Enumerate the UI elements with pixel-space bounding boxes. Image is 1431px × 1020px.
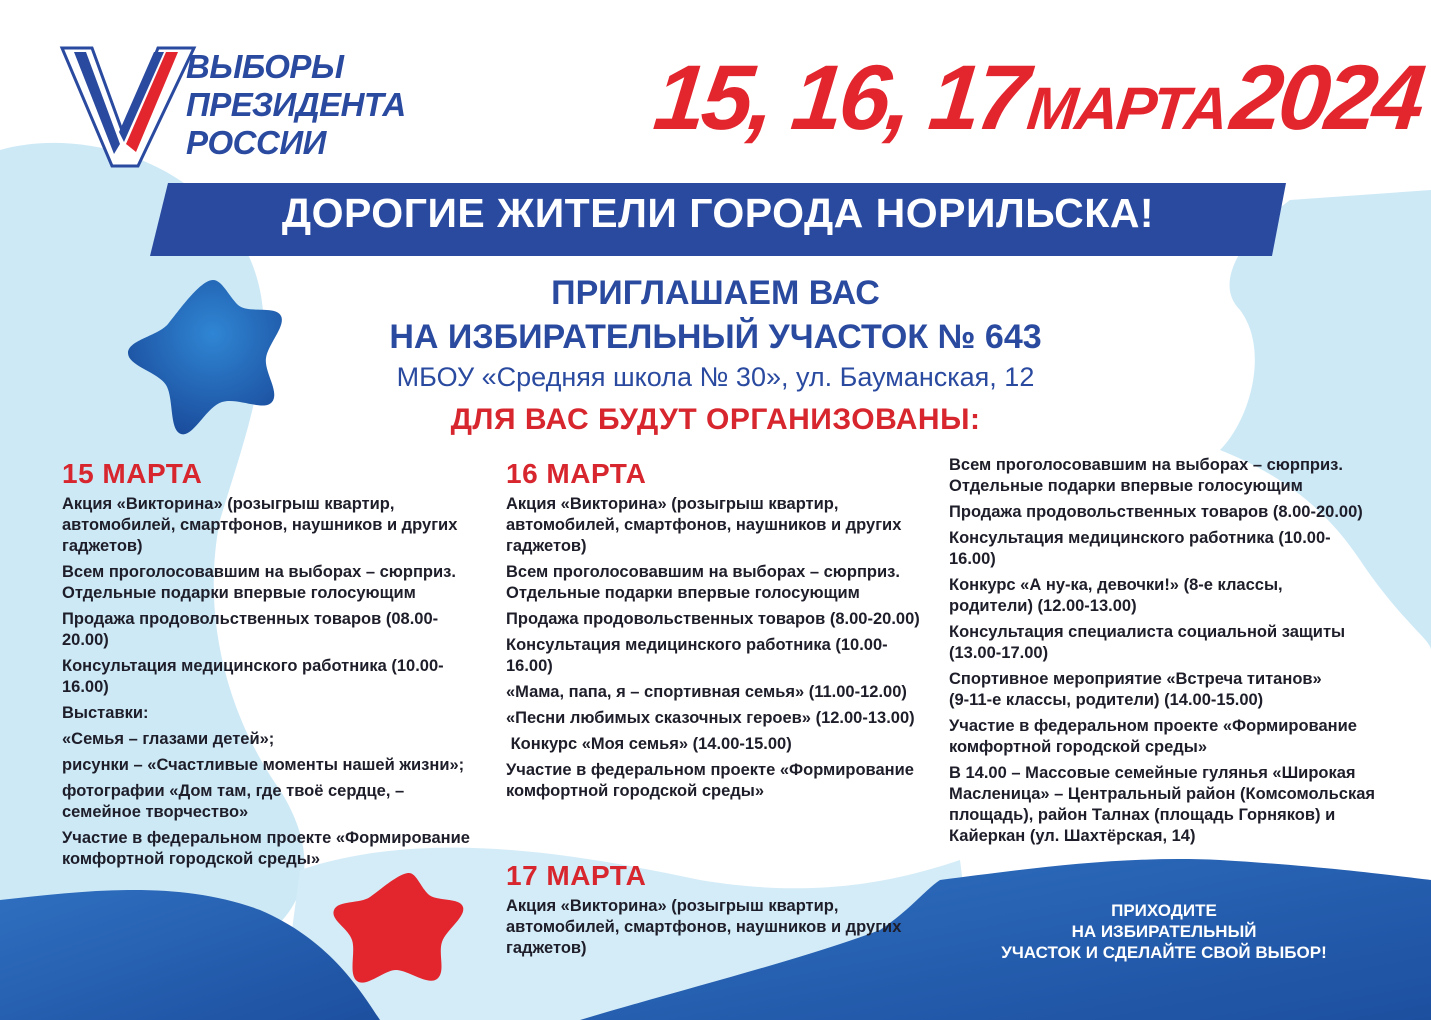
list-item: «Мама, папа, я – спортивная семья» (11.00-12.00) [506,683,907,701]
list-item: Всем проголосовавшим на выборах – сюрприз. Отдельные подарки впервые голосующим [506,563,900,602]
logo-text [186,48,406,162]
logo-line-1: ВЫБОРЫ [186,48,344,85]
day-title: 16 МАРТА [506,458,647,489]
list-item: фотографии «Дом там, где твоё сердце, – семейное творчество» [62,782,405,821]
invite-line-1: ПРИГЛАШАЕМ ВАС [551,274,880,312]
list-item: Всем проголосовавшим на выборах – сюрприз. Отдельные подарки впервые голосующим [62,563,456,602]
list-item: Акция «Викторина» (розыгрыш квартир, автомобилей, смартфонов, наушников и других гаджетов) [62,495,458,555]
list-item: Выставки: [62,704,149,722]
day-column-17 [506,860,931,964]
list-item: Конкурс «А ну-ка, девочки!» (8-е классы, родители) (12.00-13.00) [949,576,1283,615]
day-column-17-continued [949,455,1381,852]
cta-line-1: ПРИХОДИТЕ [1111,901,1217,920]
cta-line-3: УЧАСТОК И СДЕЛАЙТЕ СВОЙ ВЫБОР! [1001,943,1327,962]
banner-title: ДОРОГИЕ ЖИТЕЛИ ГОРОДА НОРИЛЬСКА! [281,190,1155,236]
list-item: «Семья – глазами детей»; [62,730,275,748]
day-column-16 [506,458,931,807]
list-item: Консультация медицинского работника (10.00-16.00) [506,636,888,675]
invite-line-2: НА ИЗБИРАТЕЛЬНЫЙ УЧАСТОК № 643 [389,318,1042,356]
organized-heading: ДЛЯ ВАС БУДУТ ОРГАНИЗОВАНЫ: [450,403,981,436]
day-title: 17 МАРТА [506,860,647,891]
date-year: 2024 [1226,47,1426,149]
list-item: Акция «Викторина» (розыгрыш квартир, автомобилей, смартфонов, наушников и других гаджетов) [506,495,902,555]
list-item: Консультация медицинского работника (10.00-16.00) [62,657,444,696]
list-item: В 14.00 – Массовые семейные гулянья «Широкая Масленица» – Центральный район (Комсомольская площадь), район Талнах (площадь Горняков) и Кайеркан (ул. Шахтёрская, 14) [949,764,1376,845]
date-month: МАРТА [1024,75,1230,142]
list-item: Консультация специалиста социальной защиты (13.00-17.00) [949,623,1346,662]
date-days: 15, 16, 17 [649,47,1030,149]
list-item: Участие в федеральном проекте «Формирование комфортной городской среды» [62,829,470,868]
list-item: Продажа продовольственных товаров (8.00-20.00) [506,610,920,628]
list-item: Акция «Викторина» (розыгрыш квартир, автомобилей, смартфонов, наушников и других гаджетов) [506,897,902,957]
list-item: Конкурс «Моя семья» (14.00-15.00) [506,735,792,753]
cta-line-2: НА ИЗБИРАТЕЛЬНЫЙ [1071,922,1257,941]
election-date [649,46,1426,151]
list-item: Всем проголосовавшим на выборах – сюрприз. Отдельные подарки впервые голосующим [949,456,1343,495]
logo-line-3: РОССИИ [186,124,326,161]
list-item: Участие в федеральном проекте «Формирование комфортной городской среды» [949,717,1357,756]
logo-line-2: ПРЕЗИДЕНТА [186,86,406,123]
day-column-15 [62,458,482,875]
list-item: Спортивное мероприятие «Встреча титанов» (9-11-е классы, родители) (14.00-15.00) [949,670,1322,709]
call-to-action [948,900,1380,963]
list-item: рисунки – «Счастливые моменты нашей жизни»; [62,756,465,774]
list-item: Консультация медицинского работника (10.00-16.00) [949,529,1331,568]
list-item: Продажа продовольственных товаров (08.00-20.00) [62,610,439,649]
list-item: Продажа продовольственных товаров (8.00-20.00) [949,503,1363,521]
list-item: «Песни любимых сказочных героев» (12.00-13.00) [506,709,915,727]
day-title: 15 МАРТА [62,458,203,489]
invite-address: МБОУ «Средняя школа № 30», ул. Бауманская, 12 [396,362,1035,392]
list-item: Участие в федеральном проекте «Формирование комфортной городской среды» [506,761,914,800]
